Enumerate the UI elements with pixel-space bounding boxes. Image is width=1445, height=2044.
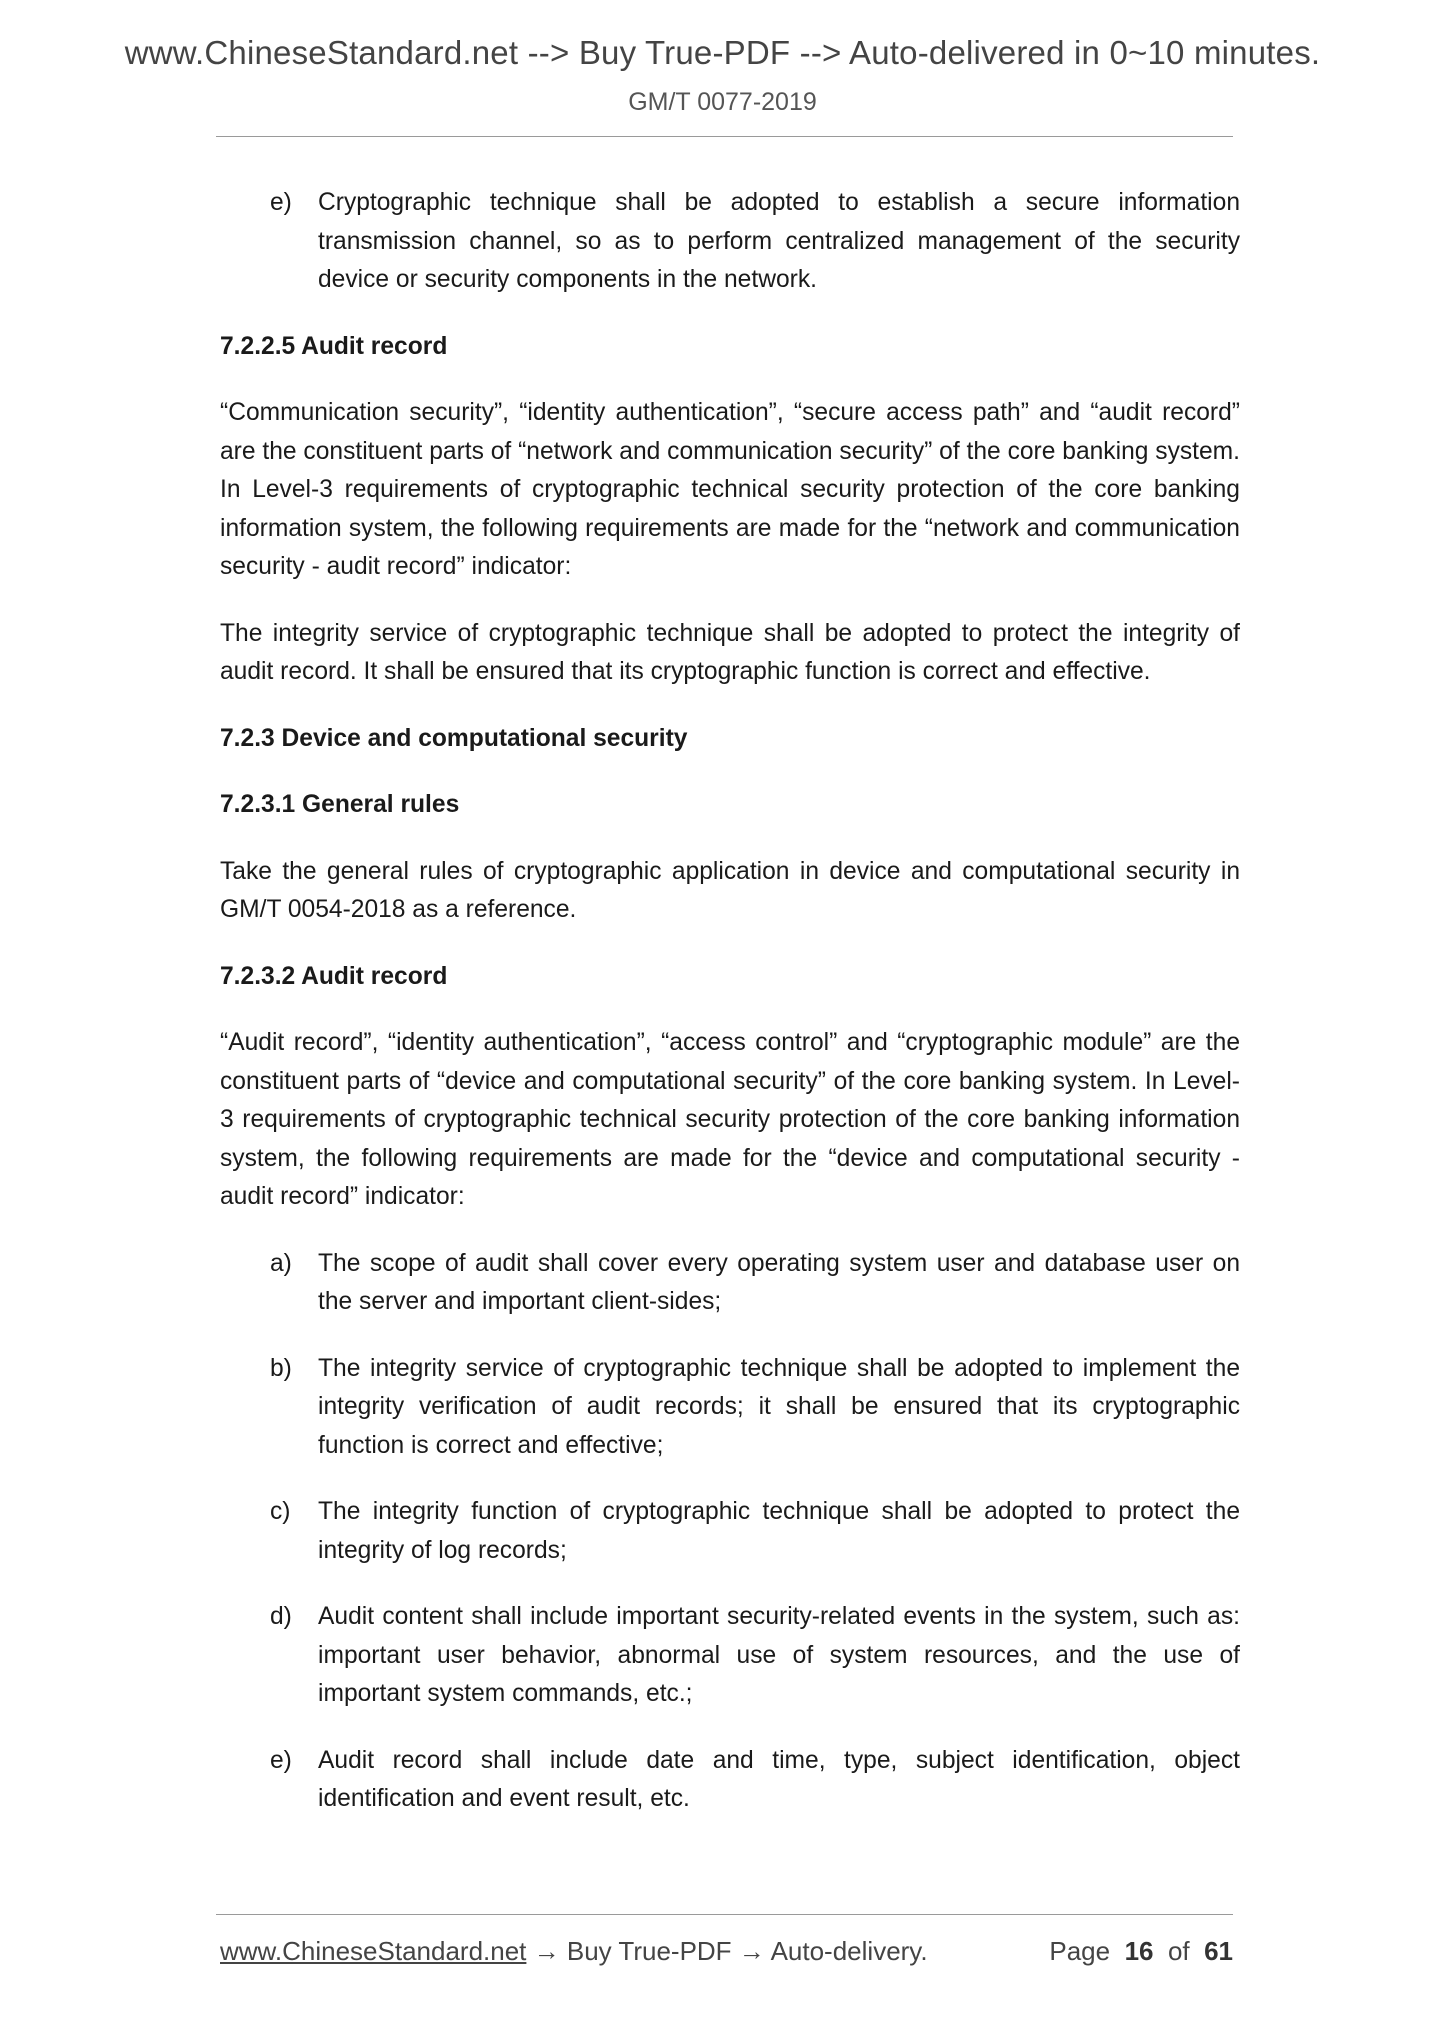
section-heading-7225: 7.2.2.5 Audit record [220,332,448,360]
list-item-e [220,1742,1240,1819]
section-heading-7231: 7.2.3.1 General rules [220,791,460,818]
list-marker: c) [270,1498,291,1525]
page-indicator [1049,1936,1233,1967]
total-pages: 61 [1204,1936,1233,1966]
footer-divider [216,1914,1233,1915]
list-marker: b) [270,1354,292,1382]
of-word: of [1167,1936,1190,1966]
footer-promo [220,1936,928,1966]
list-item-text: Audit record shall include date and time, type, subject identification, object identification and event result, etc. [318,1746,1240,1812]
standard-code: GM/T 0077-2019 [628,88,817,116]
paragraph-7232: “Audit record”, “identity authentication”, “access control” and “cryptographic module” are the constituent parts of “device and computational security” of the core banking system. In Level-3 requirements of cryptographic technical security protection of the core banking information system, the following requirements are made for the “device and computational security - audit record” indicator: [220,1029,1240,1210]
paragraph-7225-2: The integrity service of cryptographic technique shall be adopted to protect the integrity of audit record. It shall be ensured that its cryptographic function is correct and effective. [220,619,1240,685]
list-item-text: The integrity function of cryptographic technique shall be adopted to protect the integrity of log records; [318,1498,1240,1564]
page-number: 16 [1124,1936,1154,1966]
list-marker: e) [270,1746,292,1774]
header-banner: www.ChineseStandard.net --> Buy True-PDF --> Auto-delivered in 0~10 minutes. [124,34,1321,71]
paragraph-7225-1: “Communication security”, “identity authentication”, “secure access path” and “audit record” are the constituent parts of “network and communication security” of the core banking system. In Level-3 requirements of cryptographic technical security protection of the core banking information system, the following requirements are made for the “network and communication security - audit record” indicator: [220,399,1240,580]
document-body [220,184,1240,1847]
footer-site-link[interactable]: www.ChineseStandard.net [220,1936,527,1966]
list-item-text: The integrity service of cryptographic technique shall be adopted to implement the integrity verification of audit records; it shall be ensured that its cryptographic function is correct and effective; [318,1354,1240,1459]
list-item-b [220,1350,1240,1466]
section-heading-7232: 7.2.3.2 Audit record [220,962,448,990]
list-item-d [220,1598,1240,1714]
list-item-a [220,1245,1240,1322]
list-marker: e) [270,189,292,216]
list-marker: a) [270,1249,292,1277]
list-item-c [220,1493,1240,1570]
list-item-text: Cryptographic technique shall be adopted to establish a secure information transmission channel, so as to perform centralized management of the security device or security components in the network. [318,189,1240,293]
list-item-e-top [220,184,1240,300]
section-heading-723: 7.2.3 Device and computational security [220,724,688,752]
page-word: Page [1049,1936,1111,1966]
list-marker: d) [270,1603,292,1630]
paragraph-7231: Take the general rules of cryptographic application in device and computational security in GM/T 0054-2018 as a reference. [220,857,1240,923]
footer-tail-text: → Buy True-PDF → Auto-delivery. [526,1936,928,1966]
list-item-text: The scope of audit shall cover every operating system user and database user on the server and important client-sides; [318,1249,1240,1315]
header-divider [216,136,1233,137]
list-item-text: Audit content shall include important security-related events in the system, such as: important user behavior, abnormal use of system resources, and the use of important system commands, etc.; [318,1603,1240,1707]
page-footer [220,1936,1233,1967]
